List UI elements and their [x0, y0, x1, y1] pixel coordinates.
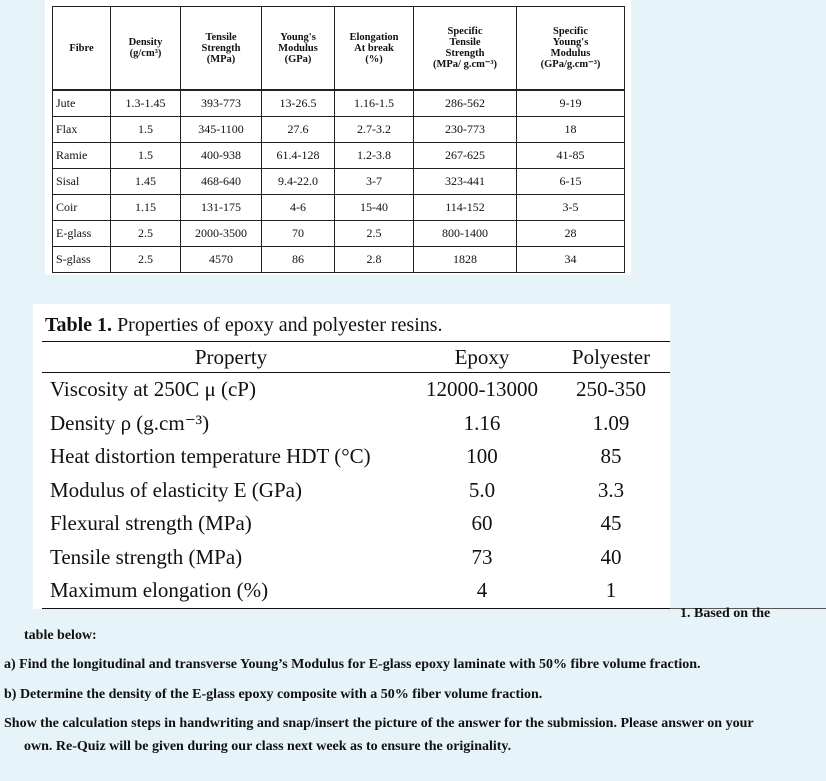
table-caption-label: Table 1.	[45, 314, 113, 336]
fibre-header-line: (%)	[365, 53, 383, 65]
epoxy-value-cell: 73	[471, 544, 493, 569]
fibre-header-col-2	[181, 7, 262, 91]
table-cell: 2.5	[111, 247, 181, 273]
table-cell: 131-175	[181, 195, 262, 221]
question-instructions-line2: own. Re-Quiz will be given during our class next week as to ensure the originality.	[24, 739, 512, 754]
fibre-header-line: Strength	[445, 48, 485, 59]
table-cell: 1.15	[111, 195, 181, 221]
fibre-name-cell: E-glass	[53, 221, 111, 247]
fibre-header-line: (GPa/g.cm⁻³)	[540, 59, 601, 70]
table-cell: 61.4-128	[262, 143, 335, 169]
fibre-table-header-row	[53, 7, 625, 91]
fibre-properties-table-image	[45, 0, 631, 275]
polyester-value-cell: 85	[600, 444, 622, 469]
table-cell: 3-7	[335, 169, 414, 195]
table-cell: 2000-3500	[181, 221, 262, 247]
table-cell: 15-40	[335, 195, 414, 221]
table-cell: 18	[517, 117, 625, 143]
fibre-header-col-6	[517, 7, 625, 91]
table-cell: 13-26.5	[262, 90, 335, 117]
property-cell: Viscosity at 250C μ (cP)	[50, 377, 256, 402]
property-cell: Density ρ (g.cm⁻³)	[50, 410, 210, 435]
property-cell: Tensile strength (MPa)	[50, 544, 243, 569]
question-intro-line1: 1. Based on the	[680, 606, 771, 621]
fibre-header-line: (g/cm³)	[129, 48, 162, 59]
header-epoxy: Epoxy	[454, 344, 510, 369]
table-cell: 86	[262, 247, 335, 273]
fibre-header-line: At break	[354, 42, 394, 54]
polyester-value-cell: 45	[600, 511, 622, 536]
fibre-header-line: (MPa/ g.cm⁻³)	[432, 59, 498, 70]
property-cell: Flexural strength (MPa)	[50, 511, 252, 536]
fibre-header-line: Young's	[552, 37, 589, 48]
fibre-name-cell: Ramie	[53, 143, 111, 169]
table-cell: 1.5	[111, 117, 181, 143]
table-cell: 1.45	[111, 169, 181, 195]
fibre-header-line: (GPa)	[284, 53, 312, 65]
fibre-header-col-3	[262, 7, 335, 91]
property-cell: Modulus of elasticity E (GPa)	[50, 477, 302, 502]
table-cell: 1.2-3.8	[335, 143, 414, 169]
fibre-header-line: (MPa)	[206, 53, 236, 65]
fibre-header-line: Young's	[280, 31, 316, 43]
table-row	[42, 474, 670, 508]
table-caption	[45, 314, 443, 337]
fibre-header-line: Specific	[553, 26, 588, 37]
question-intro-line2: table below:	[24, 628, 97, 643]
epoxy-value-cell: 5.0	[468, 477, 496, 502]
epoxy-value-cell: 100	[466, 444, 498, 469]
header-polyester: Polyester	[571, 344, 651, 369]
table-row	[53, 169, 625, 195]
fibre-header-line: Strength	[201, 42, 241, 54]
resin-table-header-row	[42, 342, 670, 373]
table-caption-text: Properties of epoxy and polyester resins.	[112, 314, 443, 336]
table-cell: 4-6	[262, 195, 335, 221]
table-row	[42, 541, 670, 575]
fibre-name-cell: Jute	[53, 90, 111, 117]
table-cell: 1828	[414, 247, 517, 273]
table-row	[53, 221, 625, 247]
fibre-header-line: Specific	[447, 26, 483, 37]
table-row	[53, 90, 625, 117]
polyester-value-cell: 1.09	[592, 410, 630, 435]
table-row	[53, 117, 625, 143]
question-part-b: b) Determine the density of the E-glass epoxy composite with a 50% fiber volume fraction.	[4, 687, 543, 702]
table-cell: 3-5	[517, 195, 625, 221]
table-row	[42, 507, 670, 541]
property-cell: Maximum elongation (%)	[50, 578, 269, 603]
polyester-value-cell: 1	[605, 578, 617, 603]
epoxy-value-cell: 1.16	[463, 410, 501, 435]
fibre-header-line: Elongation	[349, 31, 399, 43]
fibre-name-cell: Sisal	[53, 169, 111, 195]
fibre-header-line: Tensile	[205, 31, 237, 43]
table-cell: 800-1400	[414, 221, 517, 247]
table-cell: 230-773	[414, 117, 517, 143]
table-row	[53, 247, 625, 273]
table-row	[42, 407, 670, 441]
property-cell: Heat distortion temperature HDT (°C)	[50, 444, 371, 469]
table-row	[53, 195, 625, 221]
fibre-name-cell: Coir	[53, 195, 111, 221]
epoxy-value-cell: 12000-13000	[426, 377, 538, 402]
table-cell: 28	[517, 221, 625, 247]
fibre-header-line: Density	[128, 37, 163, 48]
table-row	[42, 373, 670, 407]
table-cell: 286-562	[414, 90, 517, 117]
table-cell: 267-625	[414, 143, 517, 169]
table-cell: 2.7-3.2	[335, 117, 414, 143]
fibre-header-line: Tensile	[449, 37, 481, 48]
fibre-properties-table	[52, 6, 625, 273]
resin-properties-table	[42, 341, 670, 609]
fibre-header-line: Modulus	[550, 48, 591, 59]
table-cell: 2.8	[335, 247, 414, 273]
fibre-name-cell: S-glass	[53, 247, 111, 273]
epoxy-value-cell: 4	[476, 578, 488, 603]
fibre-header-line: Modulus	[278, 42, 318, 54]
fibre-header-col-1	[111, 7, 181, 91]
table-cell: 2.5	[111, 221, 181, 247]
fibre-header-col-0	[53, 7, 111, 91]
table-cell: 400-938	[181, 143, 262, 169]
table-cell: 1.16-1.5	[335, 90, 414, 117]
epoxy-value-cell: 60	[471, 511, 493, 536]
table-cell: 323-441	[414, 169, 517, 195]
question-part-a: a) Find the longitudinal and transverse Young’s Modulus for E-glass epoxy laminate with 50% fibre volume fraction.	[4, 657, 701, 672]
table-cell: 27.6	[262, 117, 335, 143]
table-cell: 34	[517, 247, 625, 273]
table-cell: 114-152	[414, 195, 517, 221]
table-cell: 6-15	[517, 169, 625, 195]
resin-properties-table-image	[33, 304, 670, 609]
table-cell: 9-19	[517, 90, 625, 117]
table-cell: 9.4-22.0	[262, 169, 335, 195]
table-cell: 4570	[181, 247, 262, 273]
fibre-header-col-4	[335, 7, 414, 91]
polyester-value-cell: 40	[600, 544, 622, 569]
table-cell: 1.5	[111, 143, 181, 169]
table-cell: 2.5	[335, 221, 414, 247]
table-cell: 1.3-1.45	[111, 90, 181, 117]
table-cell: 41-85	[517, 143, 625, 169]
table-cell: 70	[262, 221, 335, 247]
fibre-name-cell: Flax	[53, 117, 111, 143]
fibre-header-col-5	[414, 7, 517, 91]
table-cell: 468-640	[181, 169, 262, 195]
fibre-header-line: Fibre	[69, 42, 94, 54]
table-cell: 345-1100	[181, 117, 262, 143]
table-row	[42, 574, 670, 608]
table-row	[42, 440, 670, 474]
header-property: Property	[194, 344, 268, 369]
polyester-value-cell: 3.3	[597, 477, 625, 502]
polyester-value-cell: 250-350	[576, 377, 646, 402]
table-cell: 393-773	[181, 90, 262, 117]
question-instructions-line1: Show the calculation steps in handwriting and snap/insert the picture of the answer for the submission. Please answer on your	[4, 716, 754, 731]
table-row	[53, 143, 625, 169]
